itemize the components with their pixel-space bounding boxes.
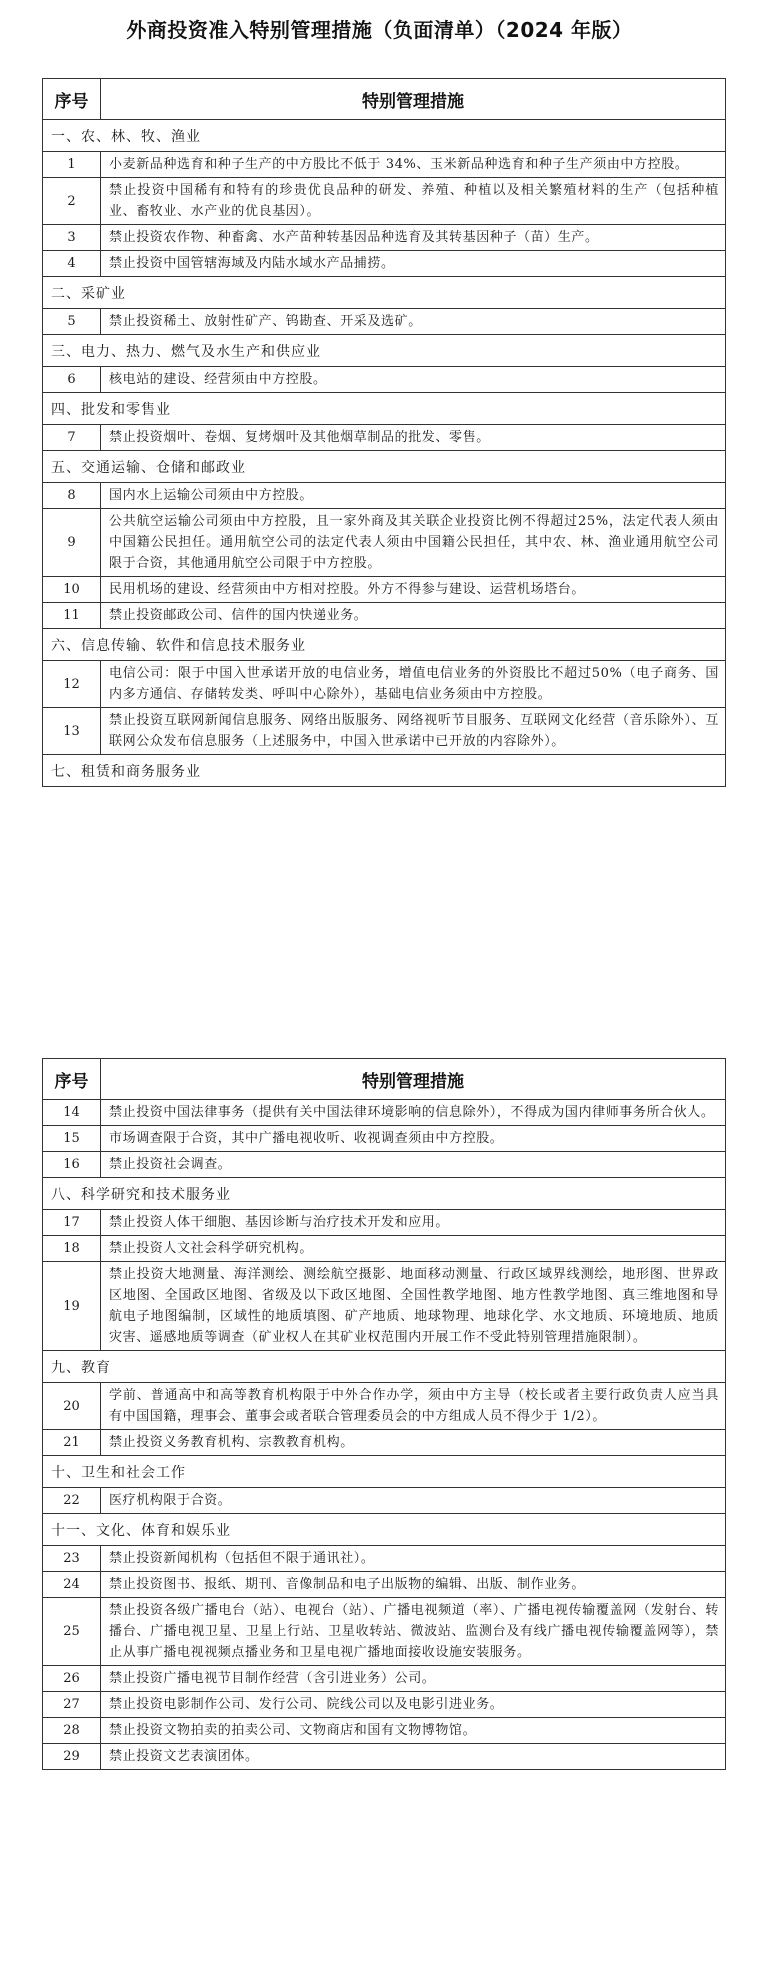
category-heading: 六、信息传输、软件和信息技术服务业	[43, 629, 726, 661]
item-number: 17	[43, 1210, 101, 1236]
measure-text: 市场调查限于合资，其中广播电视收听、收视调查须由中方控股。	[101, 1126, 726, 1152]
category-row	[43, 755, 726, 787]
measure-row	[43, 483, 726, 509]
item-number: 24	[43, 1572, 101, 1598]
measure-row	[43, 603, 726, 629]
measure-text: 禁止投资新闻机构（包括但不限于通讯社）。	[101, 1546, 726, 1572]
measure-row	[43, 178, 726, 225]
measure-row	[43, 367, 726, 393]
measure-text: 学前、普通高中和高等教育机构限于中外合作办学，须由中方主导（校长或者主要行政负责人应当具有中国国籍，理事会、董事会或者联合管理委员会的中方组成人员不得少于 1/2）。	[101, 1383, 726, 1430]
column-header-no: 序号	[43, 1059, 101, 1100]
category-row	[43, 120, 726, 152]
table-header-row	[43, 79, 726, 120]
item-number: 23	[43, 1546, 101, 1572]
category-row	[43, 629, 726, 661]
measure-row	[43, 1666, 726, 1692]
measure-row	[43, 509, 726, 577]
category-row	[43, 277, 726, 309]
item-number: 4	[43, 251, 101, 277]
item-number: 28	[43, 1718, 101, 1744]
measure-text: 医疗机构限于合资。	[101, 1488, 726, 1514]
measure-row	[43, 577, 726, 603]
measure-text: 禁止投资义务教育机构、宗教教育机构。	[101, 1430, 726, 1456]
category-row	[43, 1456, 726, 1488]
measures-table-part-2	[42, 1058, 726, 1770]
measure-row	[43, 1383, 726, 1430]
category-heading: 四、批发和零售业	[43, 393, 726, 425]
column-header-measure: 特别管理措施	[101, 79, 726, 120]
item-number: 7	[43, 425, 101, 451]
measure-text: 禁止投资各级广播电台（站）、电视台（站）、广播电视频道（率）、广播电视传输覆盖网（发射台、转播台、广播电视卫星、卫星上行站、卫星收转站、微波站、监测台及有线广播电视传输覆盖网等），禁止从事广播电视视频点播业务和卫星电视广播地面接收设施安装服务。	[101, 1598, 726, 1666]
measure-text: 小麦新品种选育和种子生产的中方股比不低于 34%、玉米新品种选育和种子生产须由中方控股。	[101, 152, 726, 178]
measure-row	[43, 251, 726, 277]
measure-row	[43, 708, 726, 755]
measure-row	[43, 1488, 726, 1514]
item-number: 11	[43, 603, 101, 629]
item-number: 13	[43, 708, 101, 755]
measure-text: 公共航空运输公司须由中方控股，且一家外商及其关联企业投资比例不得超过25%，法定代表人须由中国籍公民担任。通用航空公司的法定代表人须由中国籍公民担任，其中农、林、渔业通用航空公司限于合资，其他通用航空公司限于中方控股。	[101, 509, 726, 577]
item-number: 27	[43, 1692, 101, 1718]
item-number: 10	[43, 577, 101, 603]
measures-table-part-1	[42, 78, 726, 787]
measure-text: 禁止投资图书、报纸、期刊、音像制品和电子出版物的编辑、出版、制作业务。	[101, 1572, 726, 1598]
category-heading: 一、农、林、牧、渔业	[43, 120, 726, 152]
measure-text: 禁止投资文物拍卖的拍卖公司、文物商店和国有文物博物馆。	[101, 1718, 726, 1744]
measure-row	[43, 1546, 726, 1572]
item-number: 15	[43, 1126, 101, 1152]
measure-row	[43, 1718, 726, 1744]
category-heading: 五、交通运输、仓储和邮政业	[43, 451, 726, 483]
measure-row	[43, 309, 726, 335]
item-number: 8	[43, 483, 101, 509]
measure-row	[43, 1692, 726, 1718]
measure-text: 禁止投资人体干细胞、基因诊断与治疗技术开发和应用。	[101, 1210, 726, 1236]
category-row	[43, 1178, 726, 1210]
measure-text: 国内水上运输公司须由中方控股。	[101, 483, 726, 509]
column-header-measure: 特别管理措施	[101, 1059, 726, 1100]
category-heading: 七、租赁和商务服务业	[43, 755, 726, 787]
item-number: 20	[43, 1383, 101, 1430]
item-number: 25	[43, 1598, 101, 1666]
measure-row	[43, 1210, 726, 1236]
category-heading: 三、电力、热力、燃气及水生产和供应业	[43, 335, 726, 367]
item-number: 2	[43, 178, 101, 225]
measure-row	[43, 661, 726, 708]
item-number: 3	[43, 225, 101, 251]
measure-text: 电信公司：限于中国入世承诺开放的电信业务，增值电信业务的外资股比不超过50%（电子商务、国内多方通信、存储转发类、呼叫中心除外），基础电信业务须由中方控股。	[101, 661, 726, 708]
measure-text: 禁止投资邮政公司、信件的国内快递业务。	[101, 603, 726, 629]
item-number: 1	[43, 152, 101, 178]
table-header-row	[43, 1059, 726, 1100]
measure-text: 禁止投资社会调查。	[101, 1152, 726, 1178]
category-heading: 二、采矿业	[43, 277, 726, 309]
category-row	[43, 393, 726, 425]
category-row	[43, 335, 726, 367]
page-title: 外商投资准入特别管理措施（负面清单）（2024 年版）	[126, 18, 633, 42]
measure-text: 禁止投资中国稀有和特有的珍贵优良品种的研发、养殖、种植以及相关繁殖材料的生产（包括种植业、畜牧业、水产业的优良基因）。	[101, 178, 726, 225]
category-row	[43, 1514, 726, 1546]
measure-row	[43, 1236, 726, 1262]
category-heading: 九、教育	[43, 1351, 726, 1383]
item-number: 9	[43, 509, 101, 577]
item-number: 29	[43, 1744, 101, 1770]
measure-row	[43, 225, 726, 251]
measure-text: 民用机场的建设、经营须由中方相对控股。外方不得参与建设、运营机场塔台。	[101, 577, 726, 603]
measure-text: 禁止投资互联网新闻信息服务、网络出版服务、网络视听节目服务、互联网文化经营（音乐除外）、互联网公众发布信息服务（上述服务中，中国入世承诺中已开放的内容除外）。	[101, 708, 726, 755]
measure-row	[43, 1100, 726, 1126]
measure-text: 禁止投资中国管辖海域及内陆水域水产品捕捞。	[101, 251, 726, 277]
measure-text: 禁止投资人文社会科学研究机构。	[101, 1236, 726, 1262]
measure-row	[43, 1744, 726, 1770]
category-heading: 十一、文化、体育和娱乐业	[43, 1514, 726, 1546]
item-number: 6	[43, 367, 101, 393]
category-row	[43, 1351, 726, 1383]
measure-row	[43, 1430, 726, 1456]
item-number: 12	[43, 661, 101, 708]
measure-text: 禁止投资烟叶、卷烟、复烤烟叶及其他烟草制品的批发、零售。	[101, 425, 726, 451]
item-number: 14	[43, 1100, 101, 1126]
item-number: 26	[43, 1666, 101, 1692]
measure-text: 核电站的建设、经营须由中方控股。	[101, 367, 726, 393]
item-number: 5	[43, 309, 101, 335]
measure-row	[43, 1572, 726, 1598]
measure-text: 禁止投资农作物、种畜禽、水产苗种转基因品种选育及其转基因种子（苗）生产。	[101, 225, 726, 251]
category-heading: 八、科学研究和技术服务业	[43, 1178, 726, 1210]
category-row	[43, 451, 726, 483]
measure-text: 禁止投资广播电视节目制作经营（含引进业务）公司。	[101, 1666, 726, 1692]
category-heading: 十、卫生和社会工作	[43, 1456, 726, 1488]
measure-row	[43, 1262, 726, 1351]
measure-row	[43, 1152, 726, 1178]
measure-text: 禁止投资中国法律事务（提供有关中国法律环境影响的信息除外），不得成为国内律师事务所合伙人。	[101, 1100, 726, 1126]
measure-row	[43, 1126, 726, 1152]
item-number: 19	[43, 1262, 101, 1351]
measure-text: 禁止投资文艺表演团体。	[101, 1744, 726, 1770]
measure-text: 禁止投资稀土、放射性矿产、钨勘查、开采及选矿。	[101, 309, 726, 335]
measure-row	[43, 1598, 726, 1666]
item-number: 22	[43, 1488, 101, 1514]
item-number: 21	[43, 1430, 101, 1456]
measure-text: 禁止投资电影制作公司、发行公司、院线公司以及电影引进业务。	[101, 1692, 726, 1718]
item-number: 16	[43, 1152, 101, 1178]
column-header-no: 序号	[43, 79, 101, 120]
item-number: 18	[43, 1236, 101, 1262]
measure-row	[43, 152, 726, 178]
measure-row	[43, 425, 726, 451]
measure-text: 禁止投资大地测量、海洋测绘、测绘航空摄影、地面移动测量、行政区域界线测绘，地形图、世界政区地图、全国政区地图、省级及以下政区地图、全国性教学地图、地方性教学地图、真三维地图和导航电子地图编制，区域性的地质填图、矿产地质、地球物理、地球化学、水文地质、环境地质、地质灾害、遥感地质等调查（矿业权人在其矿业权范围内开展工作不受此特别管理措施限制）。	[101, 1262, 726, 1351]
